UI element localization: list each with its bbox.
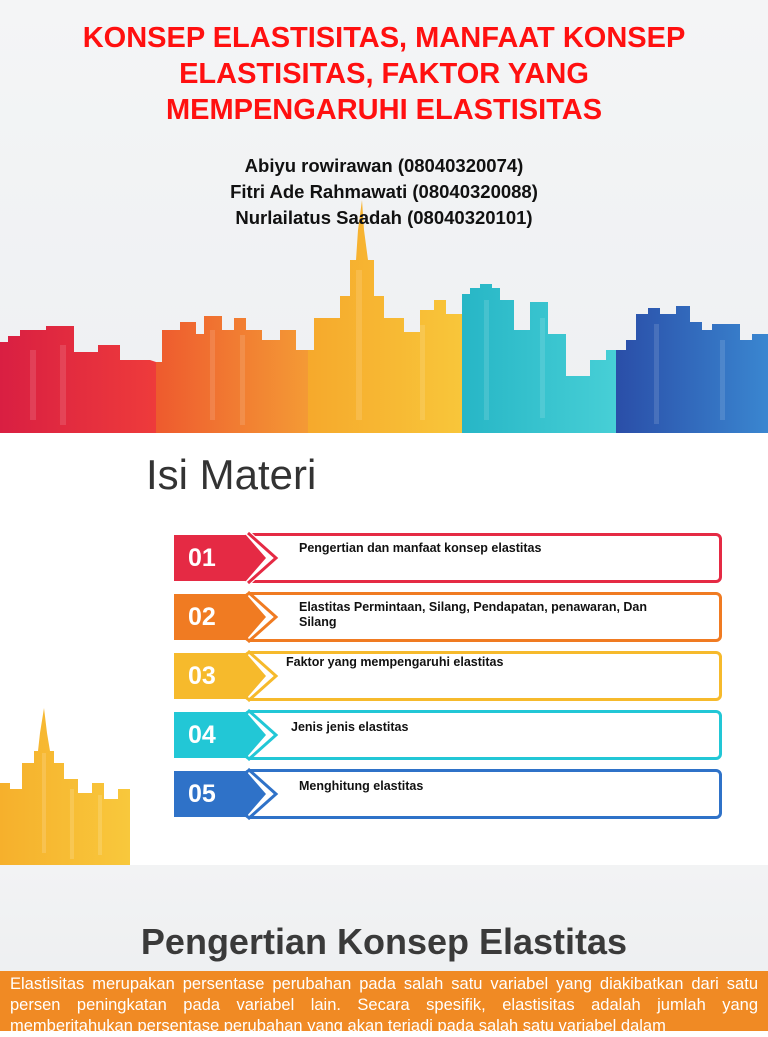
chevron-right-icon: [246, 710, 280, 760]
agenda-number: 01: [174, 535, 248, 581]
agenda-box: [244, 710, 722, 760]
author-name: Fitri Ade Rahmawati (08040320088): [230, 181, 538, 202]
side-skyline-illustration: [0, 433, 130, 865]
definition-heading: Pengertian Konsep Elastitas: [140, 921, 628, 962]
chevron-right-icon: [246, 533, 280, 583]
chevron-right-icon: [246, 592, 280, 642]
chevron-right-icon: [246, 651, 280, 701]
author-name: Nurlailatus Saadah (08040320101): [235, 207, 533, 228]
title-slide: [0, 0, 768, 433]
agenda-item-04[interactable]: [174, 710, 726, 762]
agenda-number: 05: [174, 771, 248, 817]
agenda-item-01[interactable]: [174, 533, 726, 585]
agenda-label: Elastitas Permintaan, Silang, Pendapatan, penawaran, Dan Silang: [299, 600, 648, 629]
agenda-label: Pengertian dan manfaat konsep elastitas: [299, 541, 542, 555]
definition-slide: [0, 865, 768, 1035]
agenda-item-03[interactable]: [174, 651, 726, 703]
author-list: [130, 153, 638, 231]
presentation-title: KONSEP ELASTISITAS, MANFAAT KONSEP ELASTISITAS, FAKTOR YANG MEMPENGARUHI ELASTISITAS: [82, 22, 686, 126]
agenda-slide: [0, 433, 768, 865]
agenda-heading: Isi Materi: [146, 451, 317, 498]
agenda-number: 03: [174, 653, 248, 699]
author-name: Abiyu rowirawan (08040320074): [244, 155, 524, 176]
agenda-label: Faktor yang mempengaruhi elastitas: [286, 655, 504, 669]
agenda-label: Jenis jenis elastitas: [291, 720, 409, 734]
agenda-number: 02: [174, 594, 248, 640]
definition-paragraph: Elastisitas merupakan persentase perubahan pada salah satu variabel yang diakibatkan dari satu persen peningkatan pada variabel lain. Secara spesifik, elastisitas adalah jumlah yang memberitahukan persentase perubahan yang akan terjadi pada salah satu variabel dalam: [0, 971, 768, 1031]
agenda-number: 04: [174, 712, 248, 758]
agenda-item-02[interactable]: [174, 592, 726, 644]
agenda-box: [244, 769, 722, 819]
chevron-right-icon: [246, 769, 280, 819]
agenda-label: Menghitung elastitas: [299, 779, 424, 793]
agenda-item-05[interactable]: [174, 769, 726, 821]
